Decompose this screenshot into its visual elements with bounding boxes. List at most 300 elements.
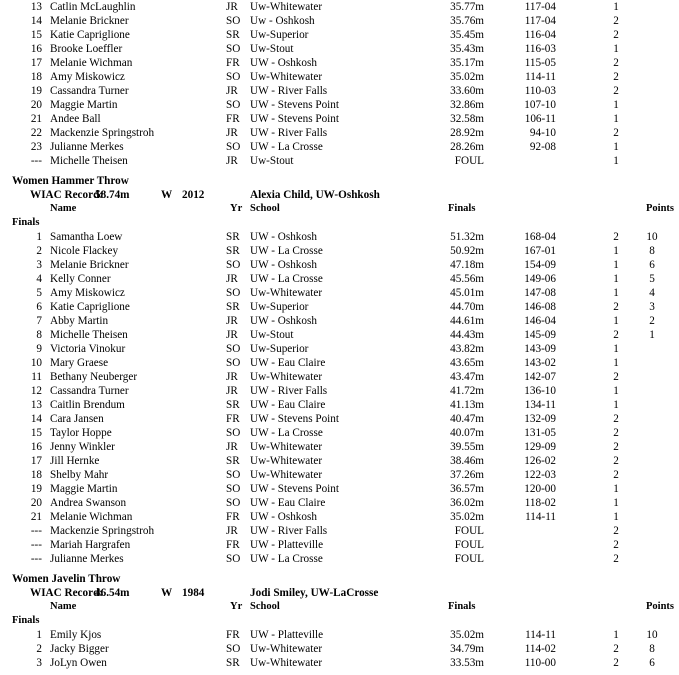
class-year: SO bbox=[226, 553, 241, 565]
class-year: SR bbox=[226, 29, 240, 41]
class-year: SO bbox=[226, 357, 241, 369]
school: UW - Stevens Point bbox=[250, 99, 339, 111]
result-row bbox=[0, 538, 679, 552]
class-year: SR bbox=[226, 399, 240, 411]
class-year: SR bbox=[226, 657, 240, 669]
class-year: FR bbox=[226, 511, 240, 523]
school: Uw-Whitewater bbox=[250, 657, 323, 669]
athlete-name: Amy Miskowicz bbox=[50, 287, 125, 299]
class-year: SO bbox=[226, 71, 241, 83]
mark-imperial: 147-08 bbox=[524, 287, 556, 299]
place: 14 bbox=[30, 15, 42, 27]
school: UW - La Crosse bbox=[250, 553, 323, 565]
athlete-name: Katie Capriglione bbox=[50, 301, 130, 313]
event-title: Women Hammer Throw bbox=[12, 175, 129, 187]
place: 15 bbox=[30, 427, 42, 439]
mark-metric: 32.58m bbox=[450, 113, 484, 125]
mark-imperial: 114-11 bbox=[525, 511, 556, 523]
place: 4 bbox=[36, 273, 42, 285]
mark-imperial: 120-00 bbox=[524, 483, 556, 495]
school: UW - Eau Claire bbox=[250, 357, 326, 369]
place: 15 bbox=[30, 29, 42, 41]
mark-imperial: 122-03 bbox=[524, 469, 556, 481]
flight: 1 bbox=[613, 245, 619, 257]
athlete-name: Cassandra Turner bbox=[50, 85, 129, 97]
column-header-row bbox=[0, 202, 679, 216]
mark-imperial: 118-02 bbox=[524, 497, 556, 509]
place: 6 bbox=[36, 301, 42, 313]
class-year: SO bbox=[226, 287, 241, 299]
mark-metric: 38.46m bbox=[450, 455, 484, 467]
record-year: 2012 bbox=[182, 189, 205, 201]
result-row bbox=[0, 468, 679, 482]
athlete-name: Emily Kjos bbox=[50, 629, 102, 641]
mark-imperial: 114-11 bbox=[525, 71, 556, 83]
result-row bbox=[0, 28, 679, 42]
flight: 1 bbox=[613, 343, 619, 355]
school: UW - Oshkosh bbox=[250, 511, 317, 523]
mark-metric: 51.32m bbox=[450, 231, 484, 243]
mark-imperial: 107-10 bbox=[524, 99, 556, 111]
flight: 1 bbox=[613, 113, 619, 125]
record-year: 1984 bbox=[182, 587, 205, 599]
place: 1 bbox=[36, 629, 42, 641]
athlete-name: Andrea Swanson bbox=[50, 497, 127, 509]
place: 21 bbox=[30, 511, 42, 523]
mark-metric: 50.92m bbox=[450, 245, 484, 257]
flight: 1 bbox=[613, 287, 619, 299]
mark-metric: 34.79m bbox=[450, 643, 484, 655]
mark-metric: 36.57m bbox=[450, 483, 484, 495]
athlete-name: Mariah Hargrafen bbox=[50, 539, 131, 551]
class-year: SO bbox=[226, 483, 241, 495]
athlete-name: Jenny Winkler bbox=[50, 441, 115, 453]
flight: 1 bbox=[613, 155, 619, 167]
place: --- bbox=[30, 553, 42, 565]
flight: 1 bbox=[613, 43, 619, 55]
school: UW - Platteville bbox=[250, 539, 324, 551]
mark-metric: FOUL bbox=[454, 155, 484, 167]
result-row bbox=[0, 70, 679, 84]
place: 13 bbox=[30, 1, 42, 13]
points: 4 bbox=[649, 287, 655, 299]
record-w: W bbox=[161, 189, 173, 201]
place: 11 bbox=[31, 371, 42, 383]
flight: 2 bbox=[613, 85, 619, 97]
place: 18 bbox=[30, 469, 42, 481]
athlete-name: Michelle Theisen bbox=[50, 155, 128, 167]
school: Uw-Whitewater bbox=[250, 455, 323, 467]
points: 1 bbox=[649, 329, 655, 341]
athlete-name: Cara Jansen bbox=[50, 413, 104, 425]
place: 16 bbox=[30, 441, 42, 453]
record-mark: 46.54m bbox=[95, 587, 130, 599]
mark-metric: 43.65m bbox=[450, 357, 484, 369]
mark-metric: 35.76m bbox=[450, 15, 484, 27]
mark-imperial: 132-09 bbox=[524, 413, 556, 425]
result-row bbox=[0, 426, 679, 440]
athlete-name: JoLyn Owen bbox=[50, 657, 107, 669]
mark-metric: 45.01m bbox=[450, 287, 484, 299]
mark-metric: FOUL bbox=[454, 525, 484, 537]
athlete-name: Mary Graese bbox=[50, 357, 109, 369]
class-year: JR bbox=[226, 85, 238, 97]
result-row bbox=[0, 496, 679, 510]
place: 7 bbox=[36, 315, 42, 327]
school: Uw-Stout bbox=[250, 43, 294, 55]
finals-label-row bbox=[0, 614, 679, 628]
place: 20 bbox=[30, 99, 42, 111]
result-row bbox=[0, 272, 679, 286]
flight: 1 bbox=[613, 483, 619, 495]
mark-imperial: 131-05 bbox=[524, 427, 556, 439]
school: Uw-Superior bbox=[250, 301, 309, 313]
mark-metric: 47.18m bbox=[450, 259, 484, 271]
mark-metric: 36.02m bbox=[450, 497, 484, 509]
result-row bbox=[0, 42, 679, 56]
flight: 1 bbox=[613, 497, 619, 509]
place: 19 bbox=[30, 85, 42, 97]
points: 8 bbox=[649, 643, 655, 655]
flight: 2 bbox=[613, 371, 619, 383]
school: Uw-Stout bbox=[250, 329, 294, 341]
mark-imperial: 149-06 bbox=[524, 273, 556, 285]
class-year: SO bbox=[226, 497, 241, 509]
mark-metric: 43.82m bbox=[450, 343, 484, 355]
result-row bbox=[0, 398, 679, 412]
mark-imperial: 114-11 bbox=[525, 629, 556, 641]
result-row bbox=[0, 552, 679, 566]
flight: 2 bbox=[613, 427, 619, 439]
record-row bbox=[0, 586, 679, 600]
result-row bbox=[0, 370, 679, 384]
header-yr: Yr bbox=[230, 601, 243, 612]
mark-metric: 28.26m bbox=[450, 141, 484, 153]
result-row bbox=[0, 510, 679, 524]
place: --- bbox=[30, 155, 42, 167]
class-year: FR bbox=[226, 57, 240, 69]
result-row bbox=[0, 314, 679, 328]
result-row bbox=[0, 14, 679, 28]
class-year: SO bbox=[226, 427, 241, 439]
school: Uw-Whitewater bbox=[250, 441, 323, 453]
class-year: JR bbox=[226, 525, 238, 537]
athlete-name: Bethany Neuberger bbox=[50, 371, 138, 383]
mark-metric: 44.61m bbox=[450, 315, 484, 327]
mark-imperial: 146-04 bbox=[524, 315, 556, 327]
event-title-row bbox=[0, 572, 679, 586]
class-year: JR bbox=[226, 1, 238, 13]
column-header-row bbox=[0, 600, 679, 614]
class-year: JR bbox=[226, 315, 238, 327]
mark-imperial: 117-04 bbox=[524, 15, 556, 27]
mark-imperial: 136-10 bbox=[524, 385, 556, 397]
result-row bbox=[0, 56, 679, 70]
athlete-name: Mackenzie Springstroh bbox=[50, 127, 155, 139]
mark-metric: 40.07m bbox=[450, 427, 484, 439]
finals-label: Finals bbox=[12, 615, 40, 626]
class-year: SR bbox=[226, 455, 240, 467]
result-row bbox=[0, 286, 679, 300]
mark-metric: 35.17m bbox=[450, 57, 484, 69]
class-year: JR bbox=[226, 371, 238, 383]
points: 3 bbox=[649, 301, 655, 313]
place: 19 bbox=[30, 483, 42, 495]
school: UW - Oshkosh bbox=[250, 57, 317, 69]
athlete-name: Michelle Theisen bbox=[50, 329, 128, 341]
mark-imperial: 94-10 bbox=[529, 127, 556, 139]
class-year: SO bbox=[226, 141, 241, 153]
place: --- bbox=[30, 525, 42, 537]
flight: 2 bbox=[613, 15, 619, 27]
class-year: JR bbox=[226, 273, 238, 285]
flight: 1 bbox=[613, 357, 619, 369]
result-row bbox=[0, 98, 679, 112]
mark-metric: FOUL bbox=[454, 553, 484, 565]
mark-metric: FOUL bbox=[454, 539, 484, 551]
school: UW - La Crosse bbox=[250, 427, 323, 439]
school: Uw-Superior bbox=[250, 29, 309, 41]
athlete-name: Brooke Loeffler bbox=[50, 43, 123, 55]
class-year: JR bbox=[226, 127, 238, 139]
athlete-name: Melanie Wichman bbox=[50, 57, 133, 69]
athlete-name: Melanie Wichman bbox=[50, 511, 133, 523]
flight: 1 bbox=[613, 273, 619, 285]
place: 17 bbox=[30, 455, 42, 467]
athlete-name: Melanie Brickner bbox=[50, 15, 129, 27]
class-year: SO bbox=[226, 15, 241, 27]
class-year: SO bbox=[226, 643, 241, 655]
school: Uw-Whitewater bbox=[250, 371, 323, 383]
mark-metric: 32.86m bbox=[450, 99, 484, 111]
flight: 2 bbox=[613, 301, 619, 313]
flight: 1 bbox=[613, 511, 619, 523]
result-row bbox=[0, 154, 679, 168]
school: UW - Platteville bbox=[250, 629, 324, 641]
result-row bbox=[0, 328, 679, 342]
athlete-name: Jill Hernke bbox=[50, 455, 100, 467]
record-mark: 58.74m bbox=[95, 189, 130, 201]
result-row bbox=[0, 126, 679, 140]
record-holder: Alexia Child, UW-Oshkosh bbox=[250, 189, 380, 201]
mark-metric: 28.92m bbox=[450, 127, 484, 139]
result-row bbox=[0, 412, 679, 426]
school: Uw-Whitewater bbox=[250, 1, 323, 13]
school: UW - Stevens Point bbox=[250, 413, 339, 425]
mark-imperial: 143-02 bbox=[524, 357, 556, 369]
school: UW - River Falls bbox=[250, 525, 328, 537]
flight: 2 bbox=[613, 29, 619, 41]
flight: 2 bbox=[613, 441, 619, 453]
athlete-name: Jacky Bigger bbox=[50, 643, 109, 655]
flight: 1 bbox=[613, 1, 619, 13]
athlete-name: Samantha Loew bbox=[50, 231, 123, 243]
athlete-name: Julianne Merkes bbox=[50, 553, 124, 565]
place: 17 bbox=[30, 57, 42, 69]
place: 10 bbox=[30, 357, 42, 369]
athlete-name: Abby Martin bbox=[50, 315, 109, 327]
place: 22 bbox=[30, 127, 42, 139]
class-year: JR bbox=[226, 329, 238, 341]
record-w: W bbox=[161, 587, 173, 599]
place: 3 bbox=[36, 259, 42, 271]
result-row bbox=[0, 628, 679, 642]
points: 10 bbox=[646, 231, 658, 243]
points: 8 bbox=[649, 245, 655, 257]
header-name: Name bbox=[50, 601, 77, 612]
school: UW - La Crosse bbox=[250, 245, 323, 257]
class-year: FR bbox=[226, 629, 240, 641]
mark-imperial: 117-04 bbox=[524, 1, 556, 13]
school: UW - Eau Claire bbox=[250, 399, 326, 411]
record-holder: Jodi Smiley, UW-LaCrosse bbox=[250, 587, 379, 599]
mark-metric: 40.47m bbox=[450, 413, 484, 425]
points: 5 bbox=[649, 273, 655, 285]
flight: 2 bbox=[613, 127, 619, 139]
mark-metric: 44.70m bbox=[450, 301, 484, 313]
finals-label-row bbox=[0, 216, 679, 230]
flight: 2 bbox=[613, 643, 619, 655]
flight: 1 bbox=[613, 99, 619, 111]
mark-imperial: 129-09 bbox=[524, 441, 556, 453]
mark-imperial: 92-08 bbox=[529, 141, 556, 153]
school: UW - River Falls bbox=[250, 85, 328, 97]
athlete-name: Cassandra Turner bbox=[50, 385, 129, 397]
school: Uw-Stout bbox=[250, 155, 294, 167]
mark-metric: 35.02m bbox=[450, 629, 484, 641]
result-row bbox=[0, 524, 679, 538]
flight: 2 bbox=[613, 657, 619, 669]
header-name: Name bbox=[50, 203, 77, 214]
class-year: FR bbox=[226, 113, 240, 125]
school: Uw-Superior bbox=[250, 343, 309, 355]
flight: 1 bbox=[613, 315, 619, 327]
class-year: SR bbox=[226, 231, 240, 243]
place: 8 bbox=[36, 329, 42, 341]
place: 3 bbox=[36, 657, 42, 669]
class-year: SO bbox=[226, 343, 241, 355]
mark-imperial: 116-04 bbox=[524, 29, 556, 41]
result-row bbox=[0, 258, 679, 272]
mark-metric: 45.56m bbox=[450, 273, 484, 285]
flight: 2 bbox=[613, 231, 619, 243]
event-title-row bbox=[0, 174, 679, 188]
athlete-name: Taylor Hoppe bbox=[50, 427, 112, 439]
points: 2 bbox=[649, 315, 655, 327]
mark-imperial: 154-09 bbox=[524, 259, 556, 271]
header-yr: Yr bbox=[230, 203, 243, 214]
mark-metric: 43.47m bbox=[450, 371, 484, 383]
header-points: Points bbox=[646, 601, 675, 612]
school: UW - Oshkosh bbox=[250, 231, 317, 243]
header-school: School bbox=[250, 601, 280, 612]
athlete-name: Shelby Mahr bbox=[50, 469, 109, 481]
header-finals: Finals bbox=[448, 601, 476, 612]
place: 2 bbox=[36, 245, 42, 257]
mark-metric: 39.55m bbox=[450, 441, 484, 453]
event-title: Women Javelin Throw bbox=[12, 573, 121, 585]
header-school: School bbox=[250, 203, 280, 214]
flight: 1 bbox=[613, 259, 619, 271]
mark-metric: 37.26m bbox=[450, 469, 484, 481]
result-row bbox=[0, 356, 679, 370]
class-year: SR bbox=[226, 245, 240, 257]
athlete-name: Kelly Conner bbox=[50, 273, 111, 285]
mark-imperial: 106-11 bbox=[524, 113, 556, 125]
result-row bbox=[0, 384, 679, 398]
athlete-name: Maggie Martin bbox=[50, 483, 118, 495]
mark-metric: 35.77m bbox=[450, 1, 484, 13]
points: 10 bbox=[646, 629, 658, 641]
record-label: WIAC Record: bbox=[30, 587, 104, 599]
class-year: JR bbox=[226, 155, 238, 167]
place: 18 bbox=[30, 71, 42, 83]
points: 6 bbox=[649, 657, 655, 669]
mark-imperial: 126-02 bbox=[524, 455, 556, 467]
mark-imperial: 143-09 bbox=[524, 343, 556, 355]
athlete-name: Maggie Martin bbox=[50, 99, 118, 111]
finals-label: Finals bbox=[12, 217, 40, 228]
place: 21 bbox=[30, 113, 42, 125]
mark-metric: 44.43m bbox=[450, 329, 484, 341]
place: 16 bbox=[30, 43, 42, 55]
mark-metric: 35.45m bbox=[450, 29, 484, 41]
place: 23 bbox=[30, 141, 42, 153]
result-row bbox=[0, 454, 679, 468]
school: UW - Oshkosh bbox=[250, 259, 317, 271]
mark-imperial: 115-05 bbox=[524, 57, 556, 69]
flight: 2 bbox=[613, 413, 619, 425]
athlete-name: Nicole Flackey bbox=[50, 245, 119, 257]
flight: 2 bbox=[613, 329, 619, 341]
mark-imperial: 167-01 bbox=[524, 245, 556, 257]
result-row bbox=[0, 656, 679, 670]
result-row bbox=[0, 642, 679, 656]
athlete-name: Catlin McLaughlin bbox=[50, 1, 136, 13]
mark-imperial: 134-11 bbox=[524, 399, 556, 411]
place: 12 bbox=[30, 385, 42, 397]
class-year: SO bbox=[226, 469, 241, 481]
mark-metric: 35.43m bbox=[450, 43, 484, 55]
mark-metric: 41.72m bbox=[450, 385, 484, 397]
place: 5 bbox=[36, 287, 42, 299]
result-row bbox=[0, 112, 679, 126]
athlete-name: Melanie Brickner bbox=[50, 259, 129, 271]
mark-imperial: 114-02 bbox=[524, 643, 556, 655]
place: 14 bbox=[30, 413, 42, 425]
flight: 2 bbox=[613, 71, 619, 83]
school: UW - Eau Claire bbox=[250, 497, 326, 509]
mark-metric: 41.13m bbox=[450, 399, 484, 411]
result-row bbox=[0, 230, 679, 244]
result-row bbox=[0, 140, 679, 154]
flight: 2 bbox=[613, 57, 619, 69]
place: 2 bbox=[36, 643, 42, 655]
school: Uw-Whitewater bbox=[250, 469, 323, 481]
header-finals: Finals bbox=[448, 203, 476, 214]
mark-imperial: 168-04 bbox=[524, 231, 556, 243]
class-year: SO bbox=[226, 43, 241, 55]
class-year: JR bbox=[226, 385, 238, 397]
result-row bbox=[0, 440, 679, 454]
place: --- bbox=[30, 539, 42, 551]
athlete-name: Andee Ball bbox=[50, 113, 101, 125]
place: 9 bbox=[36, 343, 42, 355]
result-row bbox=[0, 342, 679, 356]
school: Uw-Whitewater bbox=[250, 71, 323, 83]
school: UW - Stevens Point bbox=[250, 483, 339, 495]
school: UW - La Crosse bbox=[250, 141, 323, 153]
